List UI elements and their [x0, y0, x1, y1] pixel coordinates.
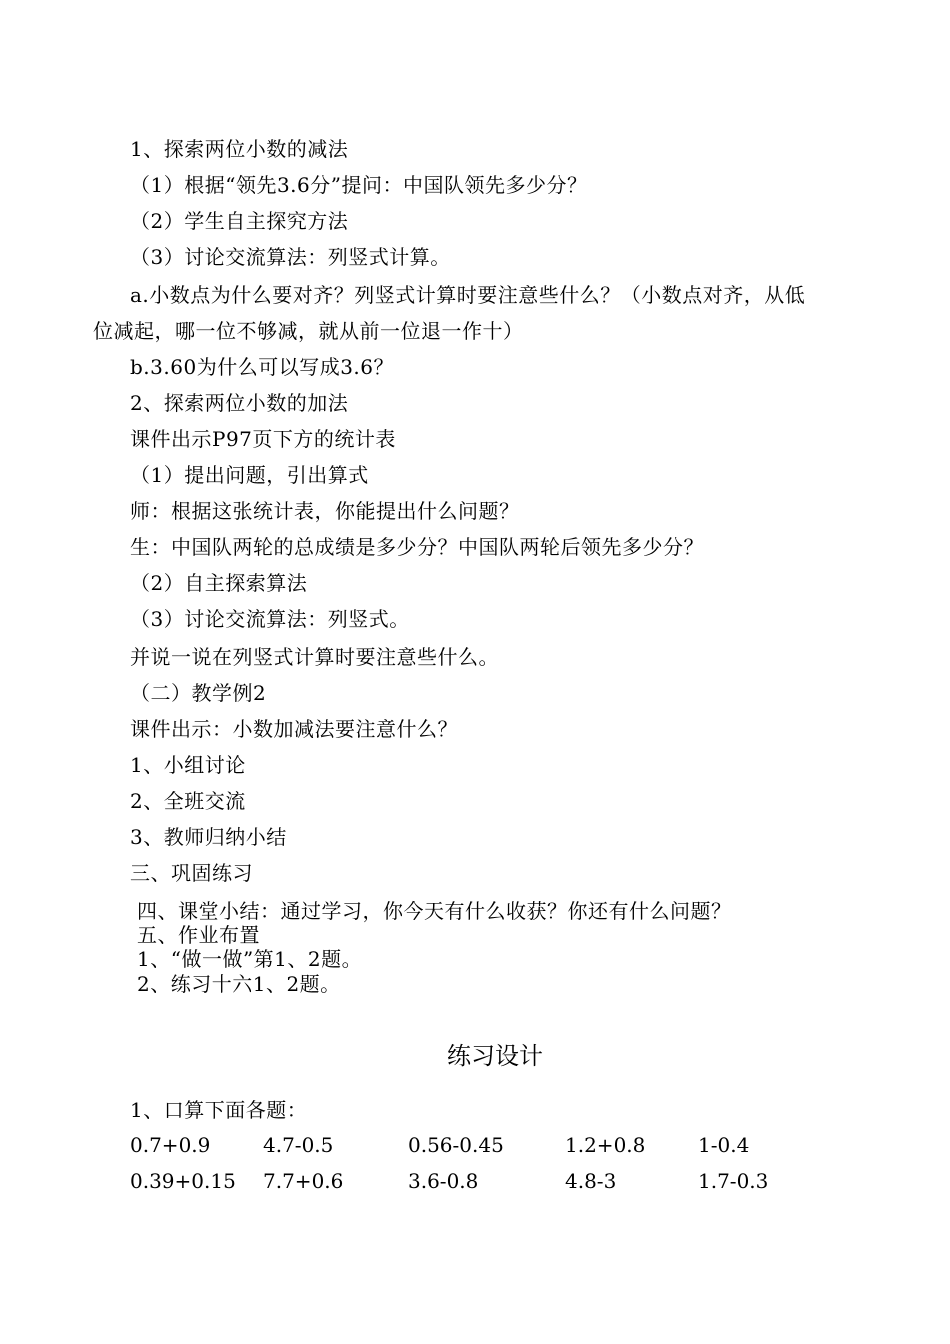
exercise-item: 4.8-3: [565, 1169, 617, 1193]
exercise-heading: 1、口算下面各题：: [130, 1098, 308, 1122]
text-line-7: b.3.60为什么可以写成3.6？: [130, 355, 394, 379]
text-line-25: 2、练习十六1、2题。: [137, 972, 341, 996]
text-line-18: 1、小组讨论: [130, 753, 246, 777]
text-line-11: 师：根据这张统计表，你能提出什么问题？: [130, 499, 520, 523]
text-line-3: （2）学生自主探究方法: [130, 209, 349, 233]
text-line-20: 3、教师归纳小结: [130, 825, 287, 849]
exercise-item: 7.7+0.6: [263, 1169, 344, 1193]
section-title: 练习设计: [447, 1042, 543, 1070]
text-line-23: 五、作业布置: [137, 923, 260, 947]
text-line-12: 生：中国队两轮的总成绩是多少分？中国队两轮后领先多少分？: [130, 535, 704, 559]
exercise-item: 0.39+0.15: [130, 1169, 236, 1193]
text-line-24: 1、“做一做”第1、2题。: [137, 947, 363, 971]
text-line-14: （3）讨论交流算法：列竖式。: [130, 607, 410, 631]
text-line-19: 2、全班交流: [130, 789, 246, 813]
exercise-item: 0.7+0.9: [130, 1133, 211, 1157]
text-line-6: 位减起，哪一位不够减，就从前一位退一作十）: [93, 319, 524, 343]
exercise-item: 3.6-0.8: [408, 1169, 479, 1193]
exercise-item: 1.7-0.3: [698, 1169, 769, 1193]
exercise-item: 0.56-0.45: [408, 1133, 504, 1157]
text-line-21: 三、巩固练习: [130, 861, 253, 885]
exercise-item: 1-0.4: [698, 1133, 750, 1157]
text-line-8: 2、探索两位小数的加法: [130, 391, 349, 415]
text-line-16: （二）教学例2: [130, 681, 267, 705]
text-line-10: （1）提出问题，引出算式: [130, 463, 369, 487]
text-line-13: （2）自主探索算法: [130, 571, 308, 595]
text-line-9: 课件出示P97页下方的统计表: [130, 427, 396, 451]
text-line-5: a.小数点为什么要对齐？列竖式计算时要注意些什么？（小数点对齐，从低: [130, 283, 806, 307]
text-line-15: 并说一说在列竖式计算时要注意些什么。: [130, 645, 499, 669]
exercise-item: 4.7-0.5: [263, 1133, 334, 1157]
text-line-17: 课件出示：小数加减法要注意什么？: [130, 717, 458, 741]
text-line-22: 四、课堂小结：通过学习，你今天有什么收获？你还有什么问题？: [137, 899, 732, 923]
text-line-4: （3）讨论交流算法：列竖式计算。: [130, 245, 451, 269]
exercise-item: 1.2+0.8: [565, 1133, 646, 1157]
text-line-2: （1）根据“领先3.6分”提问：中国队领先多少分？: [130, 173, 588, 197]
text-line-1: 1、探索两位小数的减法: [130, 137, 349, 161]
